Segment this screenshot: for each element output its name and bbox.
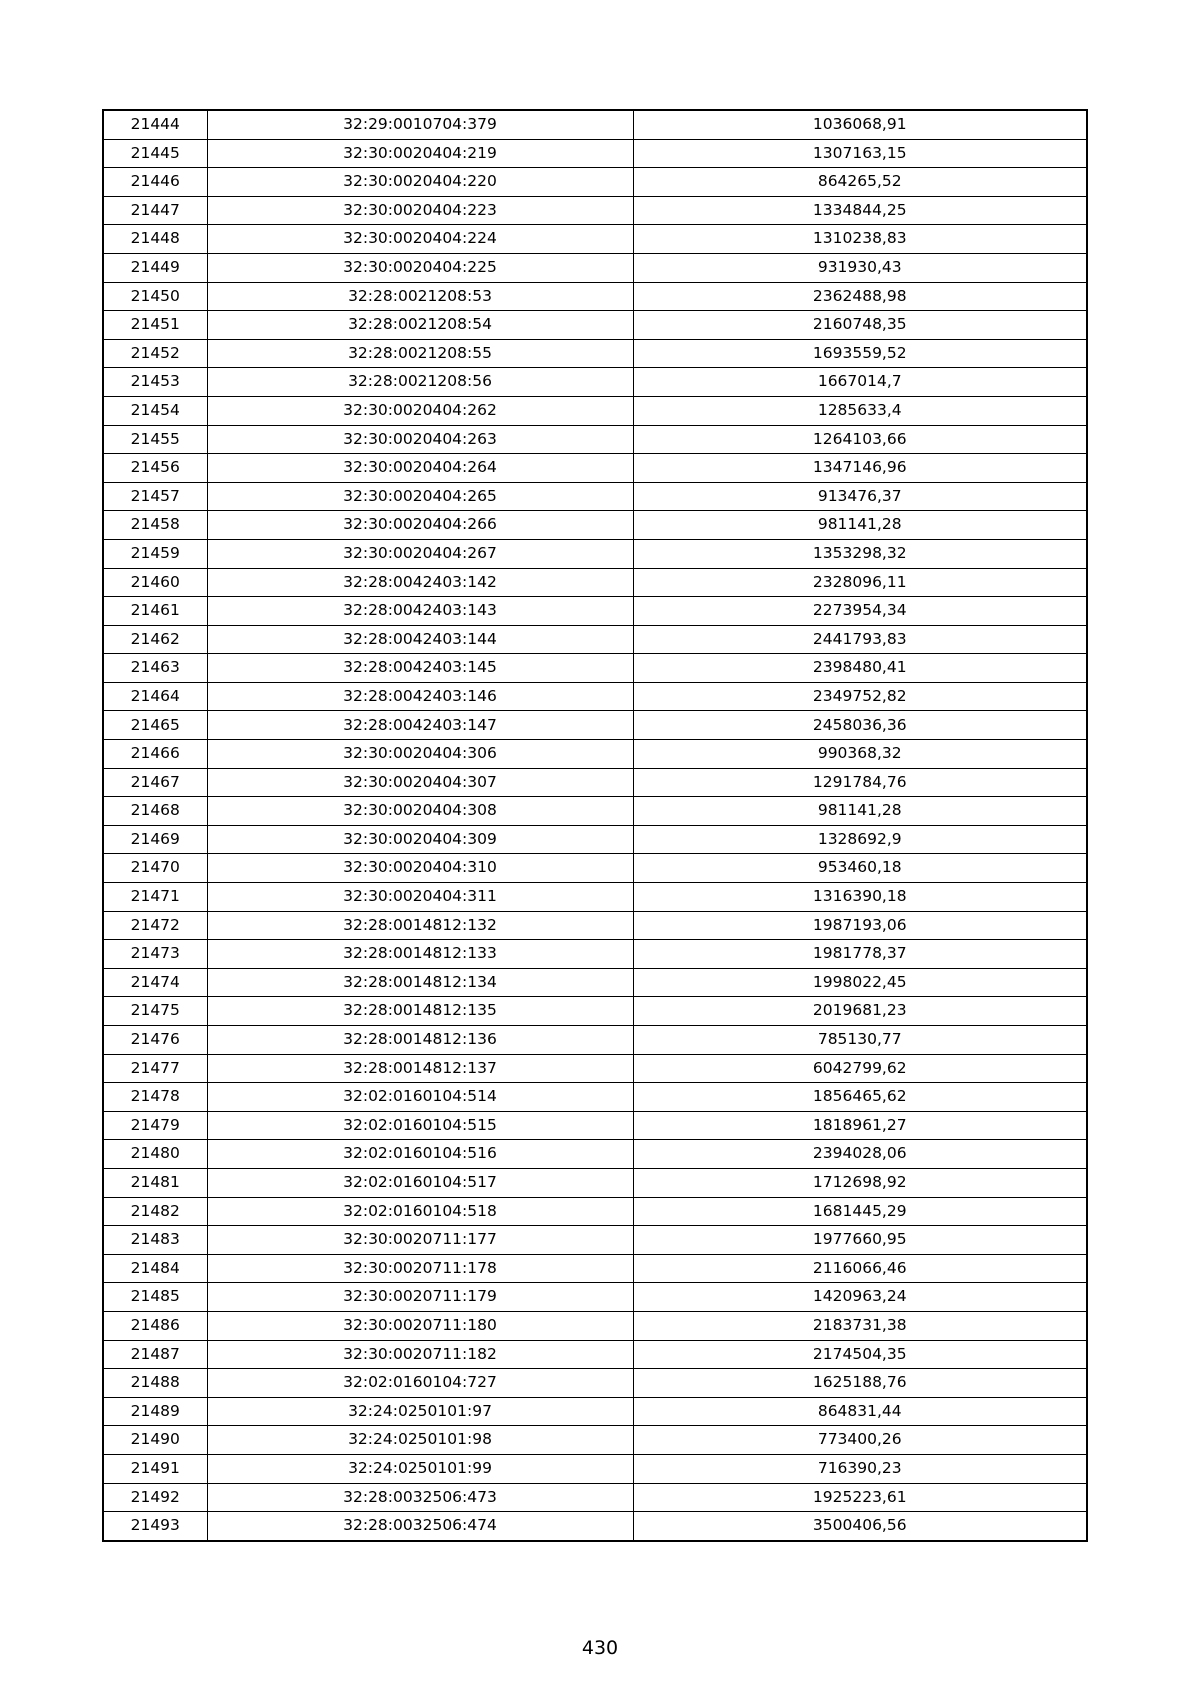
- row-number-cell: 21493: [103, 1512, 207, 1541]
- cadastral-number-cell: 32:30:0020404:223: [207, 196, 633, 225]
- table-row: [103, 568, 1087, 597]
- cadastral-number-cell: 32:28:0021208:54: [207, 311, 633, 340]
- cadastral-number-cell: 32:02:0160104:518: [207, 1197, 633, 1226]
- cadastral-number-cell: 32:30:0020404:307: [207, 768, 633, 797]
- cadastral-number-cell: 32:30:0020404:263: [207, 425, 633, 454]
- cadastral-value-cell: 1334844,25: [633, 196, 1087, 225]
- cadastral-number-cell: 32:30:0020404:264: [207, 454, 633, 483]
- cadastral-number-cell: 32:30:0020404:266: [207, 511, 633, 540]
- row-number-cell: 21477: [103, 1054, 207, 1083]
- row-number-cell: 21488: [103, 1369, 207, 1398]
- table-row: [103, 1083, 1087, 1112]
- cadastral-value-cell: 1328692,9: [633, 825, 1087, 854]
- cadastral-value-cell: 2273954,34: [633, 597, 1087, 626]
- cadastral-number-cell: 32:02:0160104:514: [207, 1083, 633, 1112]
- row-number-cell: 21484: [103, 1254, 207, 1283]
- table-row: [103, 196, 1087, 225]
- row-number-cell: 21458: [103, 511, 207, 540]
- row-number-cell: 21471: [103, 883, 207, 912]
- table-row: [103, 768, 1087, 797]
- table-row: [103, 911, 1087, 940]
- row-number-cell: 21444: [103, 110, 207, 139]
- cadastral-number-cell: 32:28:0042403:144: [207, 625, 633, 654]
- cadastral-value-cell: 773400,26: [633, 1426, 1087, 1455]
- cadastral-number-cell: 32:30:0020711:179: [207, 1283, 633, 1312]
- cadastral-value-cell: 1977660,95: [633, 1226, 1087, 1255]
- row-number-cell: 21487: [103, 1340, 207, 1369]
- table-row: [103, 311, 1087, 340]
- row-number-cell: 21466: [103, 740, 207, 769]
- row-number-cell: 21446: [103, 168, 207, 197]
- cadastral-value-cell: 931930,43: [633, 253, 1087, 282]
- cadastral-value-cell: 1310238,83: [633, 225, 1087, 254]
- cadastral-number-cell: 32:28:0021208:53: [207, 282, 633, 311]
- table-row: [103, 511, 1087, 540]
- row-number-cell: 21473: [103, 940, 207, 969]
- cadastral-number-cell: 32:28:0014812:136: [207, 1026, 633, 1055]
- cadastral-number-cell: 32:28:0021208:55: [207, 339, 633, 368]
- cadastral-number-cell: 32:30:0020711:180: [207, 1311, 633, 1340]
- cadastral-number-cell: 32:30:0020404:224: [207, 225, 633, 254]
- row-number-cell: 21454: [103, 396, 207, 425]
- row-number-cell: 21492: [103, 1483, 207, 1512]
- cadastral-value-cell: 785130,77: [633, 1026, 1087, 1055]
- cadastral-value-cell: 1307163,15: [633, 139, 1087, 168]
- table-row: [103, 1311, 1087, 1340]
- cadastral-number-cell: 32:28:0032506:473: [207, 1483, 633, 1512]
- table-row: [103, 454, 1087, 483]
- table-row: [103, 1369, 1087, 1398]
- cadastral-number-cell: 32:28:0042403:143: [207, 597, 633, 626]
- cadastral-value-cell: 1925223,61: [633, 1483, 1087, 1512]
- cadastral-value-cell: 1264103,66: [633, 425, 1087, 454]
- cadastral-number-cell: 32:30:0020404:310: [207, 854, 633, 883]
- row-number-cell: 21470: [103, 854, 207, 883]
- row-number-cell: 21482: [103, 1197, 207, 1226]
- row-number-cell: 21491: [103, 1454, 207, 1483]
- row-number-cell: 21455: [103, 425, 207, 454]
- row-number-cell: 21463: [103, 654, 207, 683]
- row-number-cell: 21450: [103, 282, 207, 311]
- row-number-cell: 21478: [103, 1083, 207, 1112]
- table-row: [103, 1168, 1087, 1197]
- table-row: [103, 1140, 1087, 1169]
- cadastral-number-cell: 32:30:0020404:265: [207, 482, 633, 511]
- table-row: [103, 1026, 1087, 1055]
- row-number-cell: 21485: [103, 1283, 207, 1312]
- cadastral-number-cell: 32:28:0014812:137: [207, 1054, 633, 1083]
- cadastral-number-cell: 32:30:0020404:219: [207, 139, 633, 168]
- cadastral-value-table: [102, 109, 1088, 1542]
- cadastral-value-cell: 1036068,91: [633, 110, 1087, 139]
- table-row: [103, 1197, 1087, 1226]
- table-row: [103, 139, 1087, 168]
- row-number-cell: 21489: [103, 1397, 207, 1426]
- row-number-cell: 21467: [103, 768, 207, 797]
- table-row: [103, 654, 1087, 683]
- row-number-cell: 21481: [103, 1168, 207, 1197]
- row-number-cell: 21479: [103, 1111, 207, 1140]
- table-row: [103, 1254, 1087, 1283]
- cadastral-number-cell: 32:24:0250101:97: [207, 1397, 633, 1426]
- row-number-cell: 21476: [103, 1026, 207, 1055]
- cadastral-number-cell: 32:30:0020404:306: [207, 740, 633, 769]
- cadastral-value-cell: 1998022,45: [633, 968, 1087, 997]
- table-row: [103, 883, 1087, 912]
- table-row: [103, 1283, 1087, 1312]
- cadastral-value-cell: 1981778,37: [633, 940, 1087, 969]
- row-number-cell: 21447: [103, 196, 207, 225]
- cadastral-number-cell: 32:30:0020404:267: [207, 539, 633, 568]
- table-row: [103, 482, 1087, 511]
- table-row: [103, 597, 1087, 626]
- cadastral-value-cell: 1420963,24: [633, 1283, 1087, 1312]
- row-number-cell: 21469: [103, 825, 207, 854]
- cadastral-value-cell: 1316390,18: [633, 883, 1087, 912]
- cadastral-number-cell: 32:30:0020404:311: [207, 883, 633, 912]
- cadastral-value-cell: 3500406,56: [633, 1512, 1087, 1541]
- table-row: [103, 1512, 1087, 1541]
- cadastral-value-cell: 981141,28: [633, 511, 1087, 540]
- row-number-cell: 21449: [103, 253, 207, 282]
- cadastral-value-cell: 913476,37: [633, 482, 1087, 511]
- page-number: 430: [581, 1637, 619, 1659]
- cadastral-number-cell: 32:29:0010704:379: [207, 110, 633, 139]
- cadastral-number-cell: 32:30:0020404:225: [207, 253, 633, 282]
- cadastral-value-cell: 2398480,41: [633, 654, 1087, 683]
- table-row: [103, 797, 1087, 826]
- row-number-cell: 21456: [103, 454, 207, 483]
- cadastral-value-cell: 2394028,06: [633, 1140, 1087, 1169]
- cadastral-value-cell: 2160748,35: [633, 311, 1087, 340]
- cadastral-value-cell: 1818961,27: [633, 1111, 1087, 1140]
- cadastral-number-cell: 32:28:0042403:147: [207, 711, 633, 740]
- row-number-cell: 21468: [103, 797, 207, 826]
- cadastral-value-cell: 864265,52: [633, 168, 1087, 197]
- cadastral-number-cell: 32:28:0014812:134: [207, 968, 633, 997]
- row-number-cell: 21453: [103, 368, 207, 397]
- row-number-cell: 21475: [103, 997, 207, 1026]
- cadastral-number-cell: 32:28:0014812:135: [207, 997, 633, 1026]
- row-number-cell: 21480: [103, 1140, 207, 1169]
- cadastral-value-cell: 990368,32: [633, 740, 1087, 769]
- row-number-cell: 21460: [103, 568, 207, 597]
- cadastral-number-cell: 32:02:0160104:516: [207, 1140, 633, 1169]
- cadastral-number-cell: 32:24:0250101:98: [207, 1426, 633, 1455]
- table-row: [103, 625, 1087, 654]
- cadastral-value-cell: 981141,28: [633, 797, 1087, 826]
- row-number-cell: 21461: [103, 597, 207, 626]
- table-row: [103, 968, 1087, 997]
- cadastral-value-cell: 1693559,52: [633, 339, 1087, 368]
- cadastral-value-cell: 2328096,11: [633, 568, 1087, 597]
- row-number-cell: 21462: [103, 625, 207, 654]
- cadastral-number-cell: 32:30:0020404:308: [207, 797, 633, 826]
- cadastral-value-cell: 1667014,7: [633, 368, 1087, 397]
- cadastral-number-cell: 32:30:0020711:177: [207, 1226, 633, 1255]
- row-number-cell: 21474: [103, 968, 207, 997]
- row-number-cell: 21472: [103, 911, 207, 940]
- table-row: [103, 425, 1087, 454]
- table-row: [103, 1226, 1087, 1255]
- cadastral-number-cell: 32:30:0020711:178: [207, 1254, 633, 1283]
- table-body: [103, 110, 1087, 1541]
- cadastral-number-cell: 32:28:0042403:145: [207, 654, 633, 683]
- table-row: [103, 1426, 1087, 1455]
- cadastral-value-cell: 1856465,62: [633, 1083, 1087, 1112]
- cadastral-number-cell: 32:02:0160104:515: [207, 1111, 633, 1140]
- table-row: [103, 253, 1087, 282]
- table-row: [103, 825, 1087, 854]
- table-row: [103, 1054, 1087, 1083]
- cadastral-number-cell: 32:28:0014812:133: [207, 940, 633, 969]
- table-row: [103, 168, 1087, 197]
- row-number-cell: 21464: [103, 682, 207, 711]
- cadastral-number-cell: 32:02:0160104:517: [207, 1168, 633, 1197]
- cadastral-value-cell: 2362488,98: [633, 282, 1087, 311]
- cadastral-value-cell: 1291784,76: [633, 768, 1087, 797]
- cadastral-number-cell: 32:24:0250101:99: [207, 1454, 633, 1483]
- cadastral-value-cell: 2174504,35: [633, 1340, 1087, 1369]
- cadastral-value-cell: 1712698,92: [633, 1168, 1087, 1197]
- table-row: [103, 682, 1087, 711]
- cadastral-value-cell: 2458036,36: [633, 711, 1087, 740]
- cadastral-value-cell: 2116066,46: [633, 1254, 1087, 1283]
- row-number-cell: 21452: [103, 339, 207, 368]
- row-number-cell: 21490: [103, 1426, 207, 1455]
- row-number-cell: 21457: [103, 482, 207, 511]
- table-row: [103, 396, 1087, 425]
- cadastral-value-cell: 2183731,38: [633, 1311, 1087, 1340]
- row-number-cell: 21459: [103, 539, 207, 568]
- table-row: [103, 854, 1087, 883]
- row-number-cell: 21483: [103, 1226, 207, 1255]
- row-number-cell: 21486: [103, 1311, 207, 1340]
- row-number-cell: 21465: [103, 711, 207, 740]
- table-row: [103, 539, 1087, 568]
- table-row: [103, 1454, 1087, 1483]
- table-row: [103, 1397, 1087, 1426]
- row-number-cell: 21445: [103, 139, 207, 168]
- cadastral-value-cell: 1347146,96: [633, 454, 1087, 483]
- cadastral-number-cell: 32:30:0020404:262: [207, 396, 633, 425]
- row-number-cell: 21451: [103, 311, 207, 340]
- cadastral-number-cell: 32:28:0042403:146: [207, 682, 633, 711]
- cadastral-value-cell: 2019681,23: [633, 997, 1087, 1026]
- table-row: [103, 940, 1087, 969]
- cadastral-value-cell: 953460,18: [633, 854, 1087, 883]
- row-number-cell: 21448: [103, 225, 207, 254]
- cadastral-number-cell: 32:28:0032506:474: [207, 1512, 633, 1541]
- cadastral-value-cell: 2349752,82: [633, 682, 1087, 711]
- table-row: [103, 997, 1087, 1026]
- cadastral-number-cell: 32:30:0020711:182: [207, 1340, 633, 1369]
- table-row: [103, 225, 1087, 254]
- cadastral-number-cell: 32:02:0160104:727: [207, 1369, 633, 1398]
- table-row: [103, 339, 1087, 368]
- table-row: [103, 1483, 1087, 1512]
- table-row: [103, 1340, 1087, 1369]
- cadastral-number-cell: 32:30:0020404:220: [207, 168, 633, 197]
- cadastral-value-cell: 1987193,06: [633, 911, 1087, 940]
- cadastral-value-cell: 1681445,29: [633, 1197, 1087, 1226]
- cadastral-value-cell: 1353298,32: [633, 539, 1087, 568]
- table-row: [103, 711, 1087, 740]
- cadastral-value-cell: 864831,44: [633, 1397, 1087, 1426]
- cadastral-value-cell: 2441793,83: [633, 625, 1087, 654]
- cadastral-number-cell: 32:28:0021208:56: [207, 368, 633, 397]
- cadastral-value-cell: 1625188,76: [633, 1369, 1087, 1398]
- cadastral-value-cell: 1285633,4: [633, 396, 1087, 425]
- cadastral-number-cell: 32:30:0020404:309: [207, 825, 633, 854]
- cadastral-number-cell: 32:28:0042403:142: [207, 568, 633, 597]
- table-row: [103, 282, 1087, 311]
- cadastral-number-cell: 32:28:0014812:132: [207, 911, 633, 940]
- cadastral-value-cell: 716390,23: [633, 1454, 1087, 1483]
- table-row: [103, 368, 1087, 397]
- table-row: [103, 1111, 1087, 1140]
- table-row: [103, 110, 1087, 139]
- table-row: [103, 740, 1087, 769]
- cadastral-value-cell: 6042799,62: [633, 1054, 1087, 1083]
